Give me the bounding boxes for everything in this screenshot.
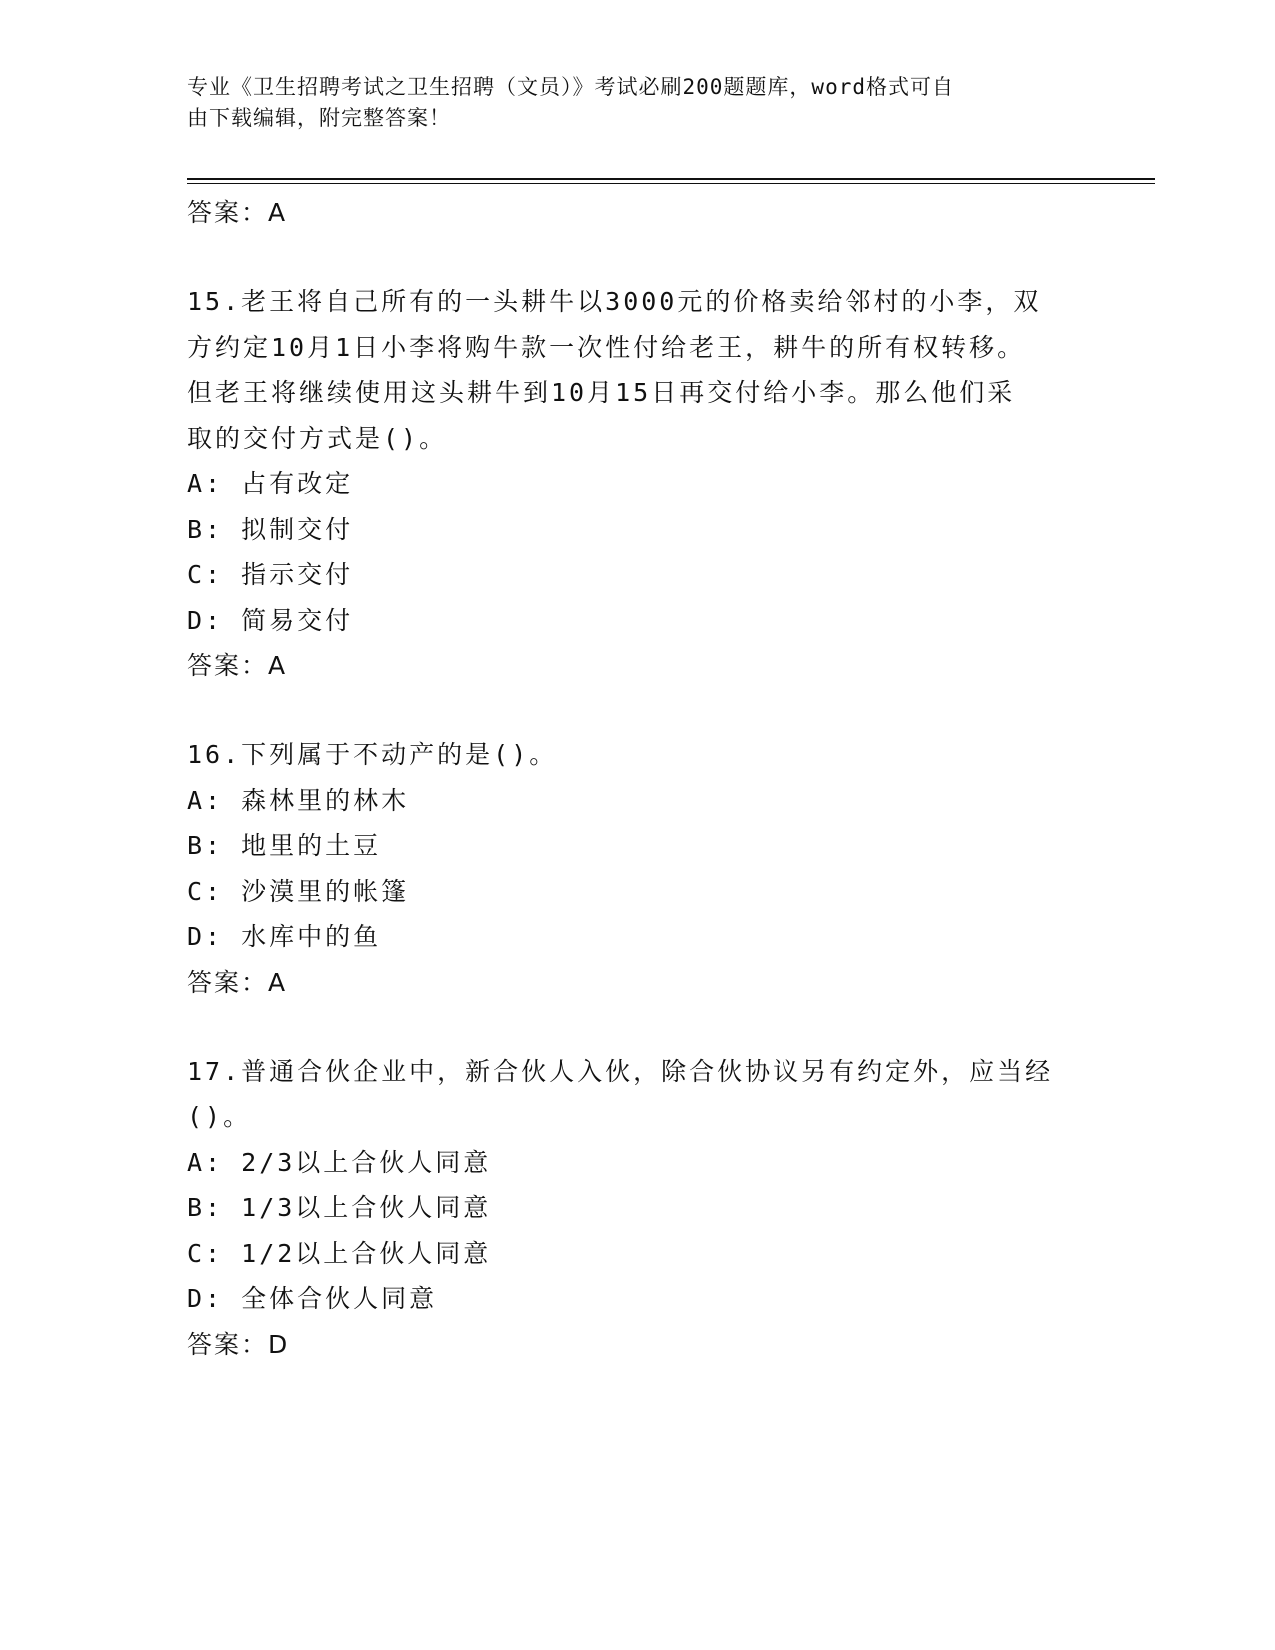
question-17 bbox=[187, 1049, 1087, 1367]
question-stem-line: ()。 bbox=[187, 1102, 252, 1131]
header-line-1: 专业《卫生招聘考试之卫生招聘（文员）》考试必刷200题题库，word格式可自 bbox=[187, 75, 954, 99]
option-c: C: 1/2以上合伙人同意 bbox=[187, 1238, 492, 1268]
document-header bbox=[187, 72, 1067, 134]
header-divider-thick bbox=[187, 178, 1155, 180]
answer-line: 答案：A bbox=[187, 651, 288, 680]
answer-line: 答案：A bbox=[187, 967, 288, 997]
question-stem-line: 17.普通合伙企业中，新合伙人入伙，除合伙协议另有约定外，应当经 bbox=[187, 1056, 1054, 1086]
option-d: D: 简易交付 bbox=[187, 605, 354, 635]
answer-line: 答案：D bbox=[187, 1329, 290, 1359]
question-16 bbox=[187, 732, 1087, 1005]
question-stem-line: 方约定10月1日小李将购牛款一次性付给老王，耕牛的所有权转移。 bbox=[187, 332, 1026, 362]
question-list bbox=[187, 190, 1087, 1367]
header-line-2: 由下载编辑，附完整答案！ bbox=[187, 106, 451, 130]
header-divider-thin bbox=[187, 183, 1155, 184]
question-stem-line: 15.老王将自己所有的一头耕牛以3000元的价格卖给邻村的小李，双 bbox=[187, 287, 1042, 316]
option-b: B: 拟制交付 bbox=[187, 514, 354, 544]
question-15 bbox=[187, 279, 1087, 688]
option-b: B: 1/3以上合伙人同意 bbox=[187, 1193, 492, 1222]
option-c: C: 指示交付 bbox=[187, 560, 354, 589]
question-stem-line: 取的交付方式是()。 bbox=[187, 423, 448, 453]
option-a: A: 2/3以上合伙人同意 bbox=[187, 1147, 492, 1177]
option-a: A: 占有改定 bbox=[187, 469, 354, 498]
question-stem-line: 16.下列属于不动产的是()。 bbox=[187, 740, 558, 769]
option-d: D: 全体合伙人同意 bbox=[187, 1284, 438, 1313]
previous-answer: 答案：A bbox=[187, 198, 288, 227]
option-a: A: 森林里的林木 bbox=[187, 785, 410, 815]
question-stem-line: 但老王将继续使用这头耕牛到10月15日再交付给小李。那么他们采 bbox=[187, 378, 1016, 407]
option-d: D: 水库中的鱼 bbox=[187, 922, 382, 951]
option-c: C: 沙漠里的帐篷 bbox=[187, 876, 410, 906]
option-b: B: 地里的土豆 bbox=[187, 831, 382, 860]
